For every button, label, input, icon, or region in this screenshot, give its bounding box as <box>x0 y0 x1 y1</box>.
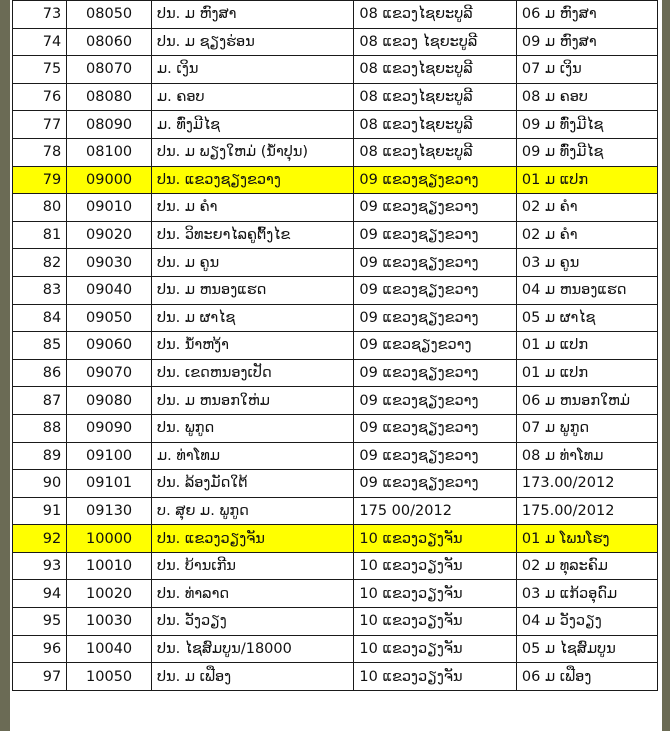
row-number-cell: 76 <box>13 83 67 111</box>
province-cell: 09 ແຂວງຊຽງຂວາງ <box>354 304 517 332</box>
province-cell: 09 ແຂວຊຽງຂວາງ <box>354 332 517 360</box>
province-cell: 10 ແຂວງວຽງຈັນ <box>354 552 517 580</box>
postal-code-cell: 08060 <box>67 28 152 56</box>
table-row <box>13 304 658 332</box>
province-cell: 09 ແຂວງຊຽງຂວາງ <box>354 387 517 415</box>
table-row <box>13 470 658 498</box>
office-name-cell: ມ. ທ່າໂທມ <box>152 442 354 470</box>
row-number-cell: 92 <box>13 525 67 553</box>
row-number-cell: 79 <box>13 166 67 194</box>
province-cell: 175 00/2012 <box>354 497 517 525</box>
district-cell: 09 ມ ຫົງສາ <box>516 28 657 56</box>
province-cell: 10 ແຂວງວຽງຈັນ <box>354 580 517 608</box>
table-row <box>13 635 658 663</box>
office-name-cell: ປນ. ມ ຄຳ <box>152 194 354 222</box>
province-cell: 08 ແຂວງໄຊຍະບູລີ <box>354 1 517 29</box>
office-name-cell: ປນ. ມ ຄູນ <box>152 249 354 277</box>
postal-code-cell: 09000 <box>67 166 152 194</box>
row-number-cell: 86 <box>13 359 67 387</box>
row-number-cell: 73 <box>13 1 67 29</box>
province-cell: 08 ແຂວງໄຊຍະບູລີ <box>354 83 517 111</box>
table-row <box>13 663 658 691</box>
district-cell: 08 ມ ຄອບ <box>516 83 657 111</box>
district-cell: 175.00/2012 <box>516 497 657 525</box>
district-cell: 02 ມ ຄຳ <box>516 194 657 222</box>
district-cell: 01 ມ ແປກ <box>516 166 657 194</box>
province-cell: 09 ແຂວງຊຽງຂວາງ <box>354 221 517 249</box>
row-number-cell: 89 <box>13 442 67 470</box>
table-row <box>13 414 658 442</box>
postal-code-cell: 08070 <box>67 56 152 84</box>
row-number-cell: 81 <box>13 221 67 249</box>
table-row <box>13 83 658 111</box>
postal-code-cell: 08080 <box>67 83 152 111</box>
row-number-cell: 88 <box>13 414 67 442</box>
district-cell: 01 ມ ແປກ <box>516 332 657 360</box>
postal-code-cell: 08100 <box>67 138 152 166</box>
row-number-cell: 87 <box>13 387 67 415</box>
table-row <box>13 138 658 166</box>
province-cell: 08 ແຂວງ ໄຊຍະບູລີ <box>354 28 517 56</box>
office-name-cell: ປນ. ມ ຫນອງແຮດ <box>152 276 354 304</box>
postal-code-cell: 10040 <box>67 635 152 663</box>
postal-code-cell: 09101 <box>67 470 152 498</box>
province-cell: 09 ແຂວງຊຽງຂວາງ <box>354 414 517 442</box>
office-name-cell: ບ. ສຸຍ ມ. ພູກູດ <box>152 497 354 525</box>
table-row <box>13 28 658 56</box>
row-number-cell: 94 <box>13 580 67 608</box>
district-cell: 09 ມ ທົ່ງມີໄຊ <box>516 138 657 166</box>
province-cell: 09 ແຂວງຊຽງຂວາງ <box>354 249 517 277</box>
province-cell: 08 ແຂວງໄຊຍະບູລີ <box>354 111 517 139</box>
office-name-cell: ມ. ທົ່ງມີໄຊ <box>152 111 354 139</box>
province-cell: 09 ແຂວງຊຽງຂວາງ <box>354 470 517 498</box>
row-number-cell: 80 <box>13 194 67 222</box>
district-cell: 04 ມ ວັງວຽງ <box>516 608 657 636</box>
office-name-cell: ປນ. ມ ຜາໄຊ <box>152 304 354 332</box>
row-number-cell: 93 <box>13 552 67 580</box>
office-name-cell: ປນ. ໄຊສົມບູນ/18000 <box>152 635 354 663</box>
office-name-cell: ປນ. ລ້ອງມັດໃຕ້ <box>152 470 354 498</box>
postal-code-cell: 09080 <box>67 387 152 415</box>
office-name-cell: ປນ. ນ້ຳຫງ້າ <box>152 332 354 360</box>
office-name-cell: ມ. ຄອບ <box>152 83 354 111</box>
district-cell: 07 ມ ເງິນ <box>516 56 657 84</box>
row-number-cell: 84 <box>13 304 67 332</box>
postal-code-cell: 09130 <box>67 497 152 525</box>
postal-code-cell: 09020 <box>67 221 152 249</box>
row-number-cell: 97 <box>13 663 67 691</box>
table-row <box>13 552 658 580</box>
table-row <box>13 359 658 387</box>
postal-code-cell: 08050 <box>67 1 152 29</box>
district-cell: 04 ມ ຫນອງແຮດ <box>516 276 657 304</box>
table-row <box>13 608 658 636</box>
row-number-cell: 96 <box>13 635 67 663</box>
province-cell: 10 ແຂວງວຽງຈັນ <box>354 663 517 691</box>
table-body <box>13 1 658 691</box>
row-number-cell: 74 <box>13 28 67 56</box>
postal-code-table <box>12 0 658 691</box>
province-cell: 10 ແຂວງວຽງຈັນ <box>354 525 517 553</box>
district-cell: 03 ມ ແກ້ວອຸດົມ <box>516 580 657 608</box>
postal-code-cell: 08090 <box>67 111 152 139</box>
postal-code-cell: 10010 <box>67 552 152 580</box>
district-cell: 06 ມ ຫົງສາ <box>516 1 657 29</box>
table-row <box>13 194 658 222</box>
province-cell: 09 ແຂວງຊຽງຂວາງ <box>354 166 517 194</box>
table-row <box>13 387 658 415</box>
office-name-cell: ປນ. ມ ຫນອກໃຫ່ມ <box>152 387 354 415</box>
postal-code-cell: 09010 <box>67 194 152 222</box>
table-row <box>13 332 658 360</box>
office-name-cell: ປນ. ວິທະຍາໄລຄູຕົ້ງໄຂ <box>152 221 354 249</box>
district-cell: 08 ມ ທ່າໂທມ <box>516 442 657 470</box>
district-cell: 05 ມ ໄຊສົມບູນ <box>516 635 657 663</box>
row-number-cell: 83 <box>13 276 67 304</box>
table-row <box>13 249 658 277</box>
office-name-cell: ປນ. ວັງວຽງ <box>152 608 354 636</box>
province-cell: 10 ແຂວງວຽງຈັນ <box>354 608 517 636</box>
postal-code-cell: 09070 <box>67 359 152 387</box>
district-cell: 01 ມ ໂພນໂຮງ <box>516 525 657 553</box>
office-name-cell: ປນ. ມ ພຽງໃຫມ່ (ນ້ຳປຸນ) <box>152 138 354 166</box>
row-number-cell: 90 <box>13 470 67 498</box>
table-row <box>13 56 658 84</box>
row-number-cell: 85 <box>13 332 67 360</box>
office-name-cell: ປນ. ພູກູດ <box>152 414 354 442</box>
table-row <box>13 497 658 525</box>
postal-code-cell: 10050 <box>67 663 152 691</box>
row-number-cell: 78 <box>13 138 67 166</box>
district-cell: 01 ມ ແປກ <box>516 359 657 387</box>
postal-code-cell: 10020 <box>67 580 152 608</box>
table-row <box>13 442 658 470</box>
district-cell: 06 ມ ຫນອກໃຫມ່ <box>516 387 657 415</box>
table-row <box>13 525 658 553</box>
office-name-cell: ປນ. ເຂດຫນອງເປັດ <box>152 359 354 387</box>
district-cell: 09 ມ ທົ່ງມີໄຊ <box>516 111 657 139</box>
row-number-cell: 91 <box>13 497 67 525</box>
office-name-cell: ປນ. ທ່າລາດ <box>152 580 354 608</box>
table-row <box>13 221 658 249</box>
office-name-cell: ປນ. ແຂວງຊຽງຂວາງ <box>152 166 354 194</box>
postal-code-cell: 10030 <box>67 608 152 636</box>
row-number-cell: 82 <box>13 249 67 277</box>
table-row <box>13 166 658 194</box>
district-cell: 07 ມ ພູກູດ <box>516 414 657 442</box>
district-cell: 05 ມ ຜາໄຊ <box>516 304 657 332</box>
table-row <box>13 276 658 304</box>
district-cell: 06 ມ ເຟືອງ <box>516 663 657 691</box>
row-number-cell: 75 <box>13 56 67 84</box>
province-cell: 08 ແຂວງໄຊຍະບູລີ <box>354 56 517 84</box>
province-cell: 09 ແຂວງຊຽງຂວາງ <box>354 276 517 304</box>
district-cell: 03 ມ ຄູນ <box>516 249 657 277</box>
table-row <box>13 111 658 139</box>
postal-code-cell: 09100 <box>67 442 152 470</box>
province-cell: 10 ແຂວງວຽງຈັນ <box>354 635 517 663</box>
office-name-cell: ປນ. ບ້ານເກີນ <box>152 552 354 580</box>
postal-code-cell: 09050 <box>67 304 152 332</box>
row-number-cell: 95 <box>13 608 67 636</box>
postal-code-cell: 09040 <box>67 276 152 304</box>
district-cell: 173.00/2012 <box>516 470 657 498</box>
district-cell: 02 ມ ຄຳ <box>516 221 657 249</box>
postal-code-cell: 09030 <box>67 249 152 277</box>
postal-code-cell: 09090 <box>67 414 152 442</box>
postal-code-cell: 10000 <box>67 525 152 553</box>
postal-code-cell: 09060 <box>67 332 152 360</box>
row-number-cell: 77 <box>13 111 67 139</box>
province-cell: 09 ແຂວງຊຽງຂວາງ <box>354 442 517 470</box>
table-row <box>13 580 658 608</box>
district-cell: 02 ມ ທຸລະຄົມ <box>516 552 657 580</box>
province-cell: 09 ແຂວງຊຽງຂວາງ <box>354 359 517 387</box>
office-name-cell: ປນ. ມ ຫົງສາ <box>152 1 354 29</box>
province-cell: 09 ແຂວງຊຽງຂວາງ <box>354 194 517 222</box>
office-name-cell: ມ. ເງິນ <box>152 56 354 84</box>
table-row <box>13 1 658 29</box>
office-name-cell: ປນ. ແຂວງວຽງຈັນ <box>152 525 354 553</box>
province-cell: 08 ແຂວງໄຊຍະບູລີ <box>354 138 517 166</box>
office-name-cell: ປນ. ມ ຊຽງຮ່ອນ <box>152 28 354 56</box>
office-name-cell: ປນ. ມ ເຟືອງ <box>152 663 354 691</box>
